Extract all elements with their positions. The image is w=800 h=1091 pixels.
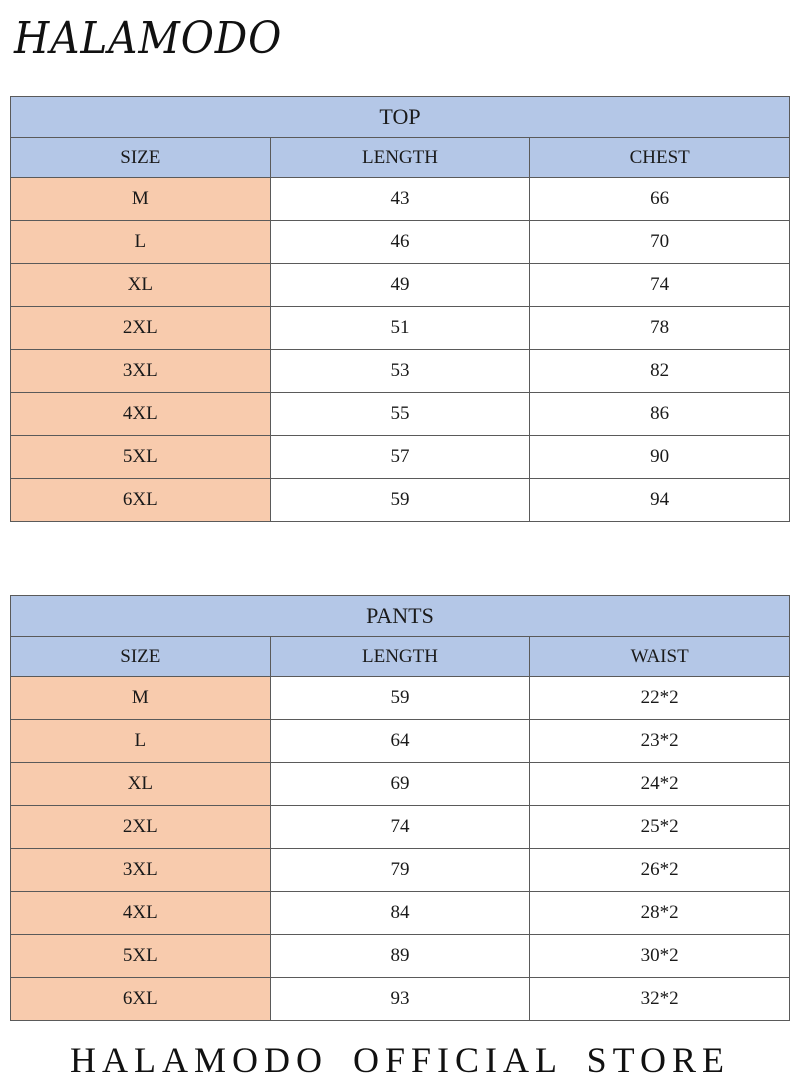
table-row: [11, 720, 790, 763]
size-cell: 5XL: [11, 436, 271, 479]
chest-cell: 86: [530, 393, 790, 436]
waist-cell: 26*2: [530, 849, 790, 892]
table-row: [11, 264, 790, 307]
size-cell: 5XL: [11, 935, 271, 978]
chest-cell: 74: [530, 264, 790, 307]
size-cell: 4XL: [11, 393, 271, 436]
pants-table-title-row: [11, 596, 790, 637]
table-row: [11, 307, 790, 350]
table-row: [11, 763, 790, 806]
table-row: [11, 436, 790, 479]
chest-cell: 66: [530, 178, 790, 221]
size-cell: 6XL: [11, 479, 271, 522]
top-table-header-row: [11, 138, 790, 178]
length-cell: 74: [270, 806, 530, 849]
length-cell: 89: [270, 935, 530, 978]
top-header-length: LENGTH: [270, 138, 530, 178]
top-size-table: [10, 96, 790, 522]
size-cell: 2XL: [11, 307, 271, 350]
brand-logo: HALAMODO: [14, 13, 283, 64]
waist-cell: 24*2: [530, 763, 790, 806]
store-footer: HALAMODO OFFICIAL STORE: [69, 1040, 731, 1080]
pants-table-header-row: [11, 637, 790, 677]
length-cell: 49: [270, 264, 530, 307]
table-row: [11, 978, 790, 1021]
length-cell: 57: [270, 436, 530, 479]
size-cell: XL: [11, 264, 271, 307]
waist-cell: 32*2: [530, 978, 790, 1021]
table-row: [11, 350, 790, 393]
length-cell: 69: [270, 763, 530, 806]
table-row: [11, 806, 790, 849]
table-row: [11, 849, 790, 892]
pants-size-table: [10, 595, 790, 1021]
pants-header-size: SIZE: [11, 637, 271, 677]
length-cell: 59: [270, 479, 530, 522]
table-row: [11, 677, 790, 720]
length-cell: 93: [270, 978, 530, 1021]
table-row: [11, 935, 790, 978]
waist-cell: 25*2: [530, 806, 790, 849]
pants-table-title: PANTS: [11, 596, 790, 637]
chest-cell: 90: [530, 436, 790, 479]
chest-cell: 94: [530, 479, 790, 522]
table-row: [11, 221, 790, 264]
pants-header-length: LENGTH: [270, 637, 530, 677]
length-cell: 46: [270, 221, 530, 264]
table-row: [11, 892, 790, 935]
size-cell: L: [11, 221, 271, 264]
waist-cell: 22*2: [530, 677, 790, 720]
pants-header-waist: WAIST: [530, 637, 790, 677]
size-cell: 2XL: [11, 806, 271, 849]
length-cell: 59: [270, 677, 530, 720]
top-table-title-row: [11, 97, 790, 138]
size-cell: M: [11, 677, 271, 720]
length-cell: 55: [270, 393, 530, 436]
top-table-title: TOP: [11, 97, 790, 138]
table-row: [11, 479, 790, 522]
top-header-size: SIZE: [11, 138, 271, 178]
table-row: [11, 393, 790, 436]
size-cell: L: [11, 720, 271, 763]
waist-cell: 30*2: [530, 935, 790, 978]
length-cell: 84: [270, 892, 530, 935]
size-cell: 6XL: [11, 978, 271, 1021]
top-header-chest: CHEST: [530, 138, 790, 178]
size-cell: M: [11, 178, 271, 221]
length-cell: 64: [270, 720, 530, 763]
size-cell: 3XL: [11, 350, 271, 393]
length-cell: 51: [270, 307, 530, 350]
length-cell: 53: [270, 350, 530, 393]
size-cell: 4XL: [11, 892, 271, 935]
table-row: [11, 178, 790, 221]
chest-cell: 78: [530, 307, 790, 350]
size-cell: 3XL: [11, 849, 271, 892]
length-cell: 79: [270, 849, 530, 892]
waist-cell: 28*2: [530, 892, 790, 935]
length-cell: 43: [270, 178, 530, 221]
size-cell: XL: [11, 763, 271, 806]
chest-cell: 70: [530, 221, 790, 264]
waist-cell: 23*2: [530, 720, 790, 763]
chest-cell: 82: [530, 350, 790, 393]
